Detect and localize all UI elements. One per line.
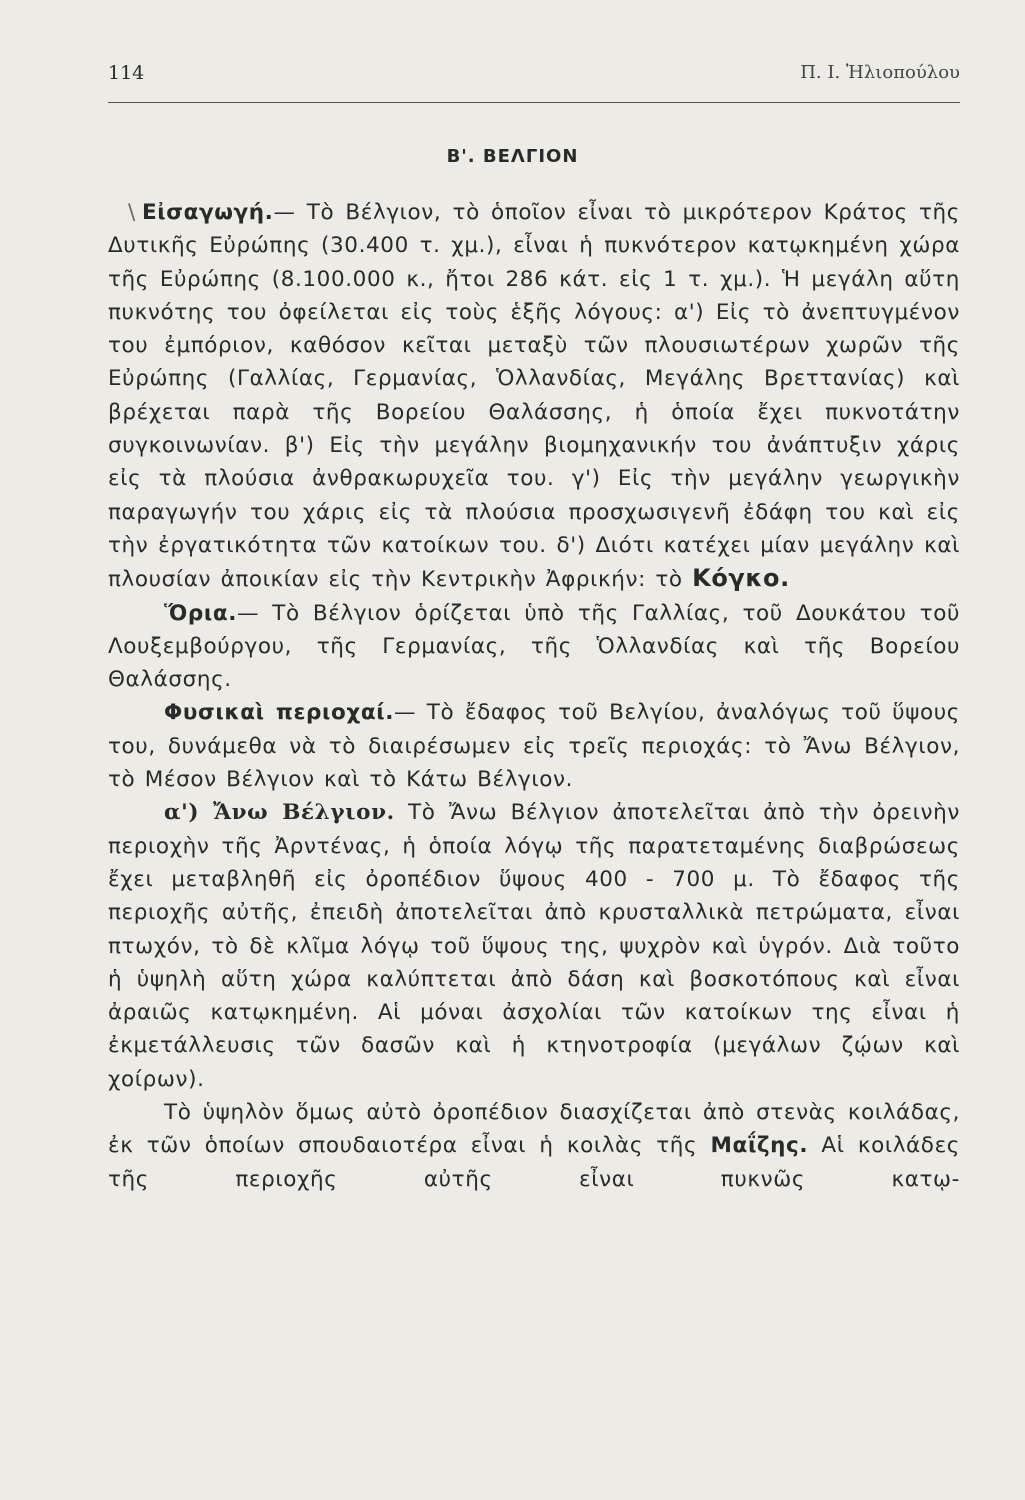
text-intro: — Τὸ Βέλγιον, τὸ ὁποῖον εἶναι τὸ μικρότερον Κράτος τῆς Δυτικῆς Εὐρώπης (30.400 τ. χμ.), εἶναι ἡ πυκνότερον κατῳκημένη χώρα τῆς Εὐρώπης (8.100.000 κ., ἤτοι 286 κάτ. εἰς 1 τ. χμ.). Ἡ μεγάλη αὕτη πυκνότης του ὀφείλεται εἰς τοὺς ἑξῆς λόγους: α') Εἰς τὸ ἀνεπτυγμένον του ἐμπόριον, καθόσον κεῖται μεταξὺ τῶν πλουσιωτέρων χωρῶν τῆς Εὐρώπης (Γαλλίας, Γερμανίας, Ὁλλανδίας, Μεγάλης Βρεττανίας) καὶ βρέχεται παρὰ τῆς Βορείου Θαλάσσης, ἡ ὁποία ἔχει πυκνοτάτην συγκοινωνίαν. β') Εἰς τὴν μεγάλην βιομηχανικήν του ἀνάπτυξιν χάρις εἰς τὰ πλούσια ἀνθρακωρυχεῖα του. γ') Εἰς τὴν μεγάλην γεωργικὴν παραγωγήν του χάρις εἰς τὰ πλούσια προσχωσιγενῆ ἐδάφη του καὶ εἰς τὴν ἐργατικότητα τῶν κατοίκων του. δ') Διότι κατέχει μίαν μεγάλην καὶ πλουσίαν ἀποικίαν εἰς τὴν Κεντρικὴν Ἀφρικήν: τὸ (108, 200, 960, 593)
heading-upper: α') Ἄνω Βέλγιον. (164, 800, 395, 826)
text-plateau-before: Τὸ ὑψηλὸν ὅμως αὐτὸ ὀροπέδιον διασχίζεται ἀπὸ στενὰς κοιλάδας, ἐκ τῶν ὁποίων σπουδαιοτέρα εἶναι ἡ κοιλὰς τῆς (108, 1100, 960, 1159)
text-borders: — Τὸ Βέλγιον ὁρίζεται ὑπὸ τῆς Γαλλίας, τοῦ Δουκάτου τοῦ Λουξεμβούργου, τῆς Γερμανίας, τῆς Ὁλλανδίας καὶ τῆς Βορείου Θαλάσσης. (108, 600, 960, 693)
page-header (108, 62, 960, 98)
paragraph-intro (108, 196, 960, 597)
text-upper: Τὸ Ἄνω Βέλγιον ἀποτελεῖται ἀπὸ τὴν ὀρεινὴν περιοχὴν τῆς Ἀρντένας, ἡ ὁποία λόγῳ τῆς παρατεταμένης διαβρώσεως ἔχει μεταβληθῆ εἰς ὀροπέδιον ὕψους 400 - 700 μ. Τὸ ἔδαφος τῆς περιοχῆς αὐτῆς, ἐπειδὴ ἀποτελεῖται ἀπὸ κρυσταλλικὰ πετρώματα, εἶναι πτωχόν, τὸ δὲ κλῖμα λόγῳ τοῦ ὕψους της, ψυχρὸν καὶ ὑγρόν. Διὰ τοῦτο ἡ ὑψηλὴ αὕτη χώρα καλύπτεται ἀπὸ δάση καὶ βοσκοτόπους καὶ εἶναι ἀραιῶς κατῳκημένη. Αἱ μόναι ἀσχολίαι τῶν κατοίκων της εἶναι ἡ ἐκμετάλλευσις τῶν δασῶν καὶ ἡ κτηνοτροφία (μεγάλων ζῴων καὶ χοίρων). (108, 800, 961, 1092)
emphasis-kongo: Κόγκο. (692, 564, 790, 593)
heading-regions: Φυσικαὶ περιοχαί. (164, 700, 394, 726)
page-number: 114 (108, 62, 145, 84)
heading-intro: Εἰσαγωγή. (142, 200, 274, 225)
running-head: Π. Ι. Ἠλιοπούλου (800, 62, 960, 83)
text-regions: — Τὸ ἔδαφος τοῦ Βελγίου, ἀναλόγως τοῦ ὕψους του, δυνάμεθα νὰ τὸ διαιρέσωμεν εἰς τρεῖς περιοχάς: τὸ Ἄνω Βέλγιον, τὸ Μέσον Βέλγιον καὶ τὸ Κάτω Βέλγιον. (108, 700, 960, 793)
paragraph-upper (108, 796, 960, 1096)
paragraph-regions (108, 696, 960, 796)
paragraph-plateau (108, 1096, 960, 1196)
heading-borders: Ὅρια. (164, 600, 237, 626)
paragraph-borders (108, 597, 960, 697)
emphasis-maizis: Μαΐζης. (710, 1133, 809, 1159)
text-plateau-after: Αἱ κοιλάδες τῆς περιοχῆς αὐτῆς εἶναι πυκνῶς κατῳ- (108, 1133, 961, 1192)
body-text (108, 196, 960, 1196)
section-title: Β'. ΒΕΛΓΙΟΝ (446, 146, 579, 167)
header-rule (108, 102, 960, 103)
margin-mark: \ (128, 200, 136, 225)
